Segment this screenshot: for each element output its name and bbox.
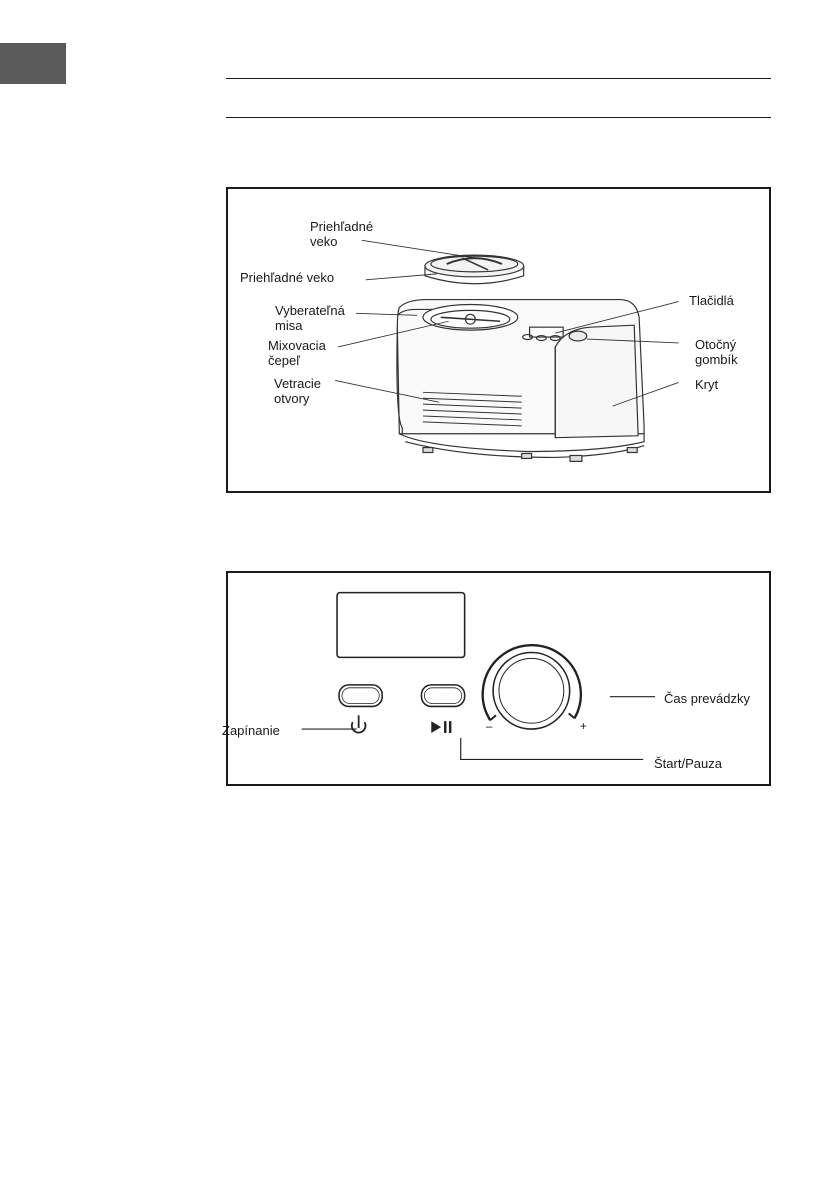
header-rule-top	[226, 78, 771, 79]
label-bowl: Vyberateľná misa	[275, 303, 345, 333]
language-tab	[0, 43, 66, 84]
label-knob: Otočný gombík	[695, 337, 738, 367]
label-buttons: Tlačidlá	[689, 293, 734, 308]
label-cover: Kryt	[695, 377, 719, 392]
display-screen	[337, 593, 465, 658]
label-lid-side: Priehľadné veko	[240, 270, 335, 285]
play-pause-icon	[431, 721, 451, 733]
label-plus: +	[580, 721, 587, 733]
lid-drawing	[425, 255, 524, 284]
label-minus: –	[486, 721, 493, 733]
callout-start-pause	[461, 738, 644, 760]
rotary-knob	[493, 652, 570, 729]
label-start-pause: Štart/Pauza	[654, 756, 722, 771]
label-lid-top: Priehľadné veko	[310, 219, 374, 249]
header-rule-bottom	[226, 117, 771, 118]
control-panel-figure	[222, 571, 771, 786]
body-drawing	[397, 300, 644, 462]
label-vents: Vetracie otvory	[274, 376, 321, 406]
label-power: Zapínanie	[222, 723, 280, 738]
label-blade: Mixovacia čepeľ	[268, 338, 326, 368]
label-run-time: Čas prevádzky	[664, 691, 750, 706]
power-icon	[352, 715, 366, 732]
control-panel-illustration	[228, 573, 769, 784]
appliance-overview-figure	[226, 187, 771, 493]
